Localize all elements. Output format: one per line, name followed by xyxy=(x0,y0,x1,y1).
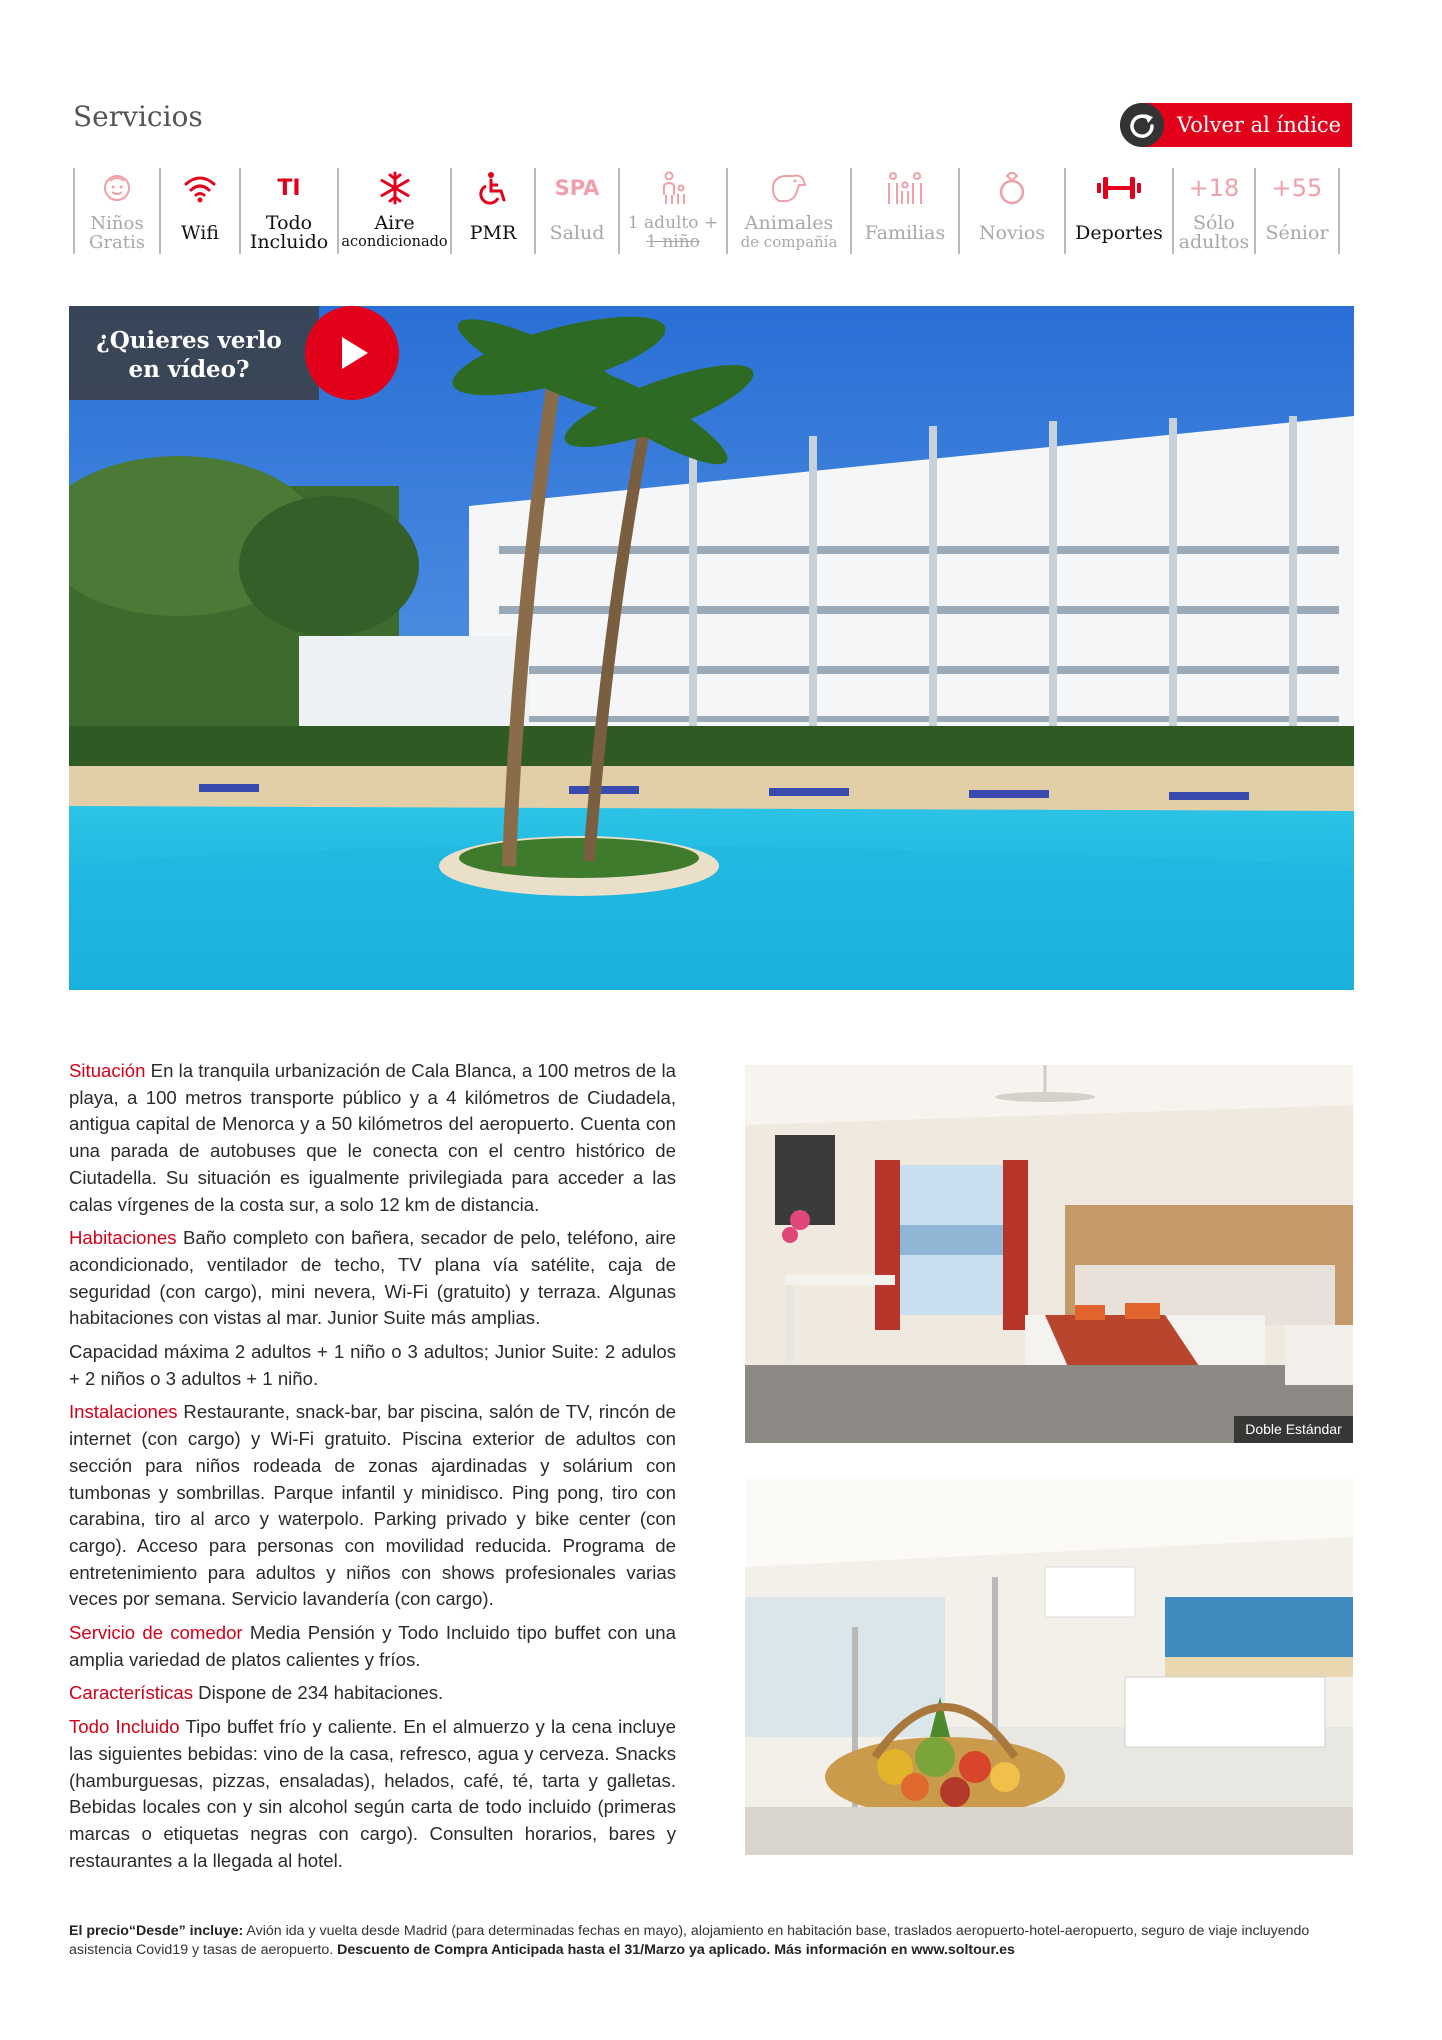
section-heading: Situación xyxy=(69,1060,146,1081)
footer-label: El precio“Desde” incluye: xyxy=(69,1923,244,1939)
service-label: Niños xyxy=(90,213,144,234)
service-label: Todo xyxy=(265,212,313,234)
dog-icon xyxy=(769,168,809,208)
service-label: Sólo xyxy=(1193,212,1235,234)
snowflake-icon xyxy=(378,168,412,208)
section-heading: Servicio de comedor xyxy=(69,1622,243,1644)
services-bar xyxy=(73,168,1360,254)
child-face-icon xyxy=(101,168,133,208)
room-photo xyxy=(745,1065,1353,1443)
service-label: Animales xyxy=(744,212,834,234)
service-label: Salud xyxy=(549,221,605,244)
service-label: Sénior xyxy=(1265,221,1329,244)
spa-icon: SPA xyxy=(554,176,600,200)
watch-video-button[interactable] xyxy=(69,306,369,400)
service-label: Novios xyxy=(978,221,1046,244)
back-to-index-label: Volver al índice xyxy=(1177,113,1342,137)
service-todo-incluido xyxy=(241,168,339,254)
service-label: Wifi xyxy=(181,221,219,244)
ti-icon: TI xyxy=(277,175,301,201)
watch-video-label: ¿Quieres verlo en vídeo? xyxy=(96,327,282,383)
service-1-adulto-1-nino xyxy=(620,168,728,254)
buffet-photo xyxy=(745,1477,1353,1855)
service-senior xyxy=(1256,168,1340,254)
section-text: Media Pensión y Todo Incluido tipo buffet con una amplia variedad de platos calientes y fríos. xyxy=(69,1622,676,1670)
page-title: Servicios xyxy=(73,100,203,133)
service-label: Incluido xyxy=(249,231,329,253)
plus18-icon: +18 xyxy=(1188,174,1240,202)
service-label: PMR xyxy=(469,221,517,244)
play-icon xyxy=(305,306,399,400)
section-text: Baño completo con bañera, secador de pelo, teléfono, aire acondicionado, ventilador de techo, TV plana vía satélite, caja de seguridad (con cargo), mini nevera, Wi-Fi (gratuito) y terraza. Algunas habitaciones con vistas al mar. Junior Suite más amplias. xyxy=(69,1227,676,1329)
section-todo-incluido xyxy=(69,1714,676,1874)
section-heading: Todo Incluido xyxy=(69,1716,180,1738)
refresh-icon xyxy=(1120,103,1164,147)
hotel-description xyxy=(69,1058,676,1881)
section-text: Dispone de 234 habitaciones. xyxy=(193,1682,444,1704)
wifi-icon xyxy=(183,168,217,208)
service-ninos-gratis xyxy=(75,168,161,254)
plus55-icon: +55 xyxy=(1271,174,1323,202)
hotel-pool-photo xyxy=(69,306,1354,990)
service-label: Aire xyxy=(374,212,415,234)
footer-bold-text: Descuento de Compra Anticipada hasta el 31/Marzo ya aplicado. Más información en www.soltour.es xyxy=(337,1942,1015,1958)
adult-child-icon xyxy=(656,168,690,208)
section-heading: Características xyxy=(69,1682,193,1704)
ring-icon xyxy=(996,168,1028,208)
service-label: 1 niño xyxy=(646,232,700,252)
section-instalaciones xyxy=(69,1399,676,1613)
footer-text: Avión ida y vuelta desde Madrid (para determinadas fechas en mayo), alojamiento en habitación base, traslados aeropuerto-hotel-aeropuerto, seguro de viaje incluyendo asistencia Covid19 y tasas de aeropuerto. xyxy=(69,1923,1310,1958)
section-comedor xyxy=(69,1620,676,1673)
footer-note xyxy=(69,1922,1359,1960)
service-wifi xyxy=(161,168,241,254)
section-heading: Habitaciones xyxy=(69,1227,177,1249)
service-aire-acondicionado xyxy=(339,168,452,254)
service-label: Deportes xyxy=(1075,221,1163,244)
service-novios xyxy=(960,168,1066,254)
back-to-index-button[interactable] xyxy=(1120,103,1352,147)
section-text: Tipo buffet frío y caliente. En el almuerzo y la cena incluye las siguientes bebidas: vino de la casa, refresco, agua y cerveza. Snacks (hamburguesas, pizzas, ensaladas), helados, café, té, tarta y galletas. Bebidas locales con y sin alcohol según carta de todo incluido (primeras marcas o etiquetas negras con cargo). Consulten horarios, bares y restaurantes a la llegada al hotel. xyxy=(69,1716,676,1871)
service-pmr xyxy=(452,168,536,254)
section-capacidad xyxy=(69,1339,676,1392)
service-label: acondicionado xyxy=(341,234,448,250)
service-deportes xyxy=(1066,168,1174,254)
service-label: Gratis xyxy=(89,232,145,253)
section-habitaciones xyxy=(69,1225,676,1332)
service-solo-adultos xyxy=(1174,168,1256,254)
room-photo-caption: Doble Estándar xyxy=(1234,1416,1353,1443)
dumbbell-icon xyxy=(1096,168,1142,208)
section-text: Capacidad máxima 2 adultos + 1 niño o 3 adultos; Junior Suite: 2 adulos + 2 niños o 3 adultos + 1 niño. xyxy=(69,1341,676,1389)
service-animales xyxy=(728,168,852,254)
service-label: adultos xyxy=(1178,231,1250,253)
service-familias xyxy=(852,168,960,254)
section-text: En la tranquila urbanización de Cala Blanca, a 100 metros de la playa, a 100 metros transporte público y a 4 kilómetros de Ciudadela, antigua capital de Menorca y a 50 kilómetros del aeropuerto. Cuenta con una parada de autobuses que le conecta con el centro histórico de Ciutadella. Su situación es igualmente privilegiada para acceder a las calas vírgenes de la costa sur, a solo 12 km de distancia. xyxy=(69,1060,676,1215)
section-text: Restaurante, snack-bar, bar piscina, salón de TV, rincón de internet (con cargo) y Wi-Fi gratuito. Piscina exterior de adultos con sección para niños rodeada de zonas ajardinadas y solárium con tumbonas y sombrillas. Parque infantil y minidisco. Ping pong, tiro con carabina, tiro al arco y waterpolo. Parking privado y bike center (con cargo). Acceso para personas con movilidad reducida. Programa de entretenimiento para adultos y niños con shows profesionales varias veces por semana. Servicio lavandería (con cargo). xyxy=(69,1401,676,1610)
service-label: de compañía xyxy=(740,233,838,251)
wheelchair-icon xyxy=(477,168,509,208)
family-icon xyxy=(885,168,925,208)
service-label: 1 adulto + xyxy=(627,213,719,233)
section-heading: Instalaciones xyxy=(69,1401,178,1423)
service-salud xyxy=(536,168,620,254)
section-caracteristicas xyxy=(69,1680,676,1707)
section-situacion xyxy=(69,1058,676,1218)
service-label: Familias xyxy=(864,221,946,244)
